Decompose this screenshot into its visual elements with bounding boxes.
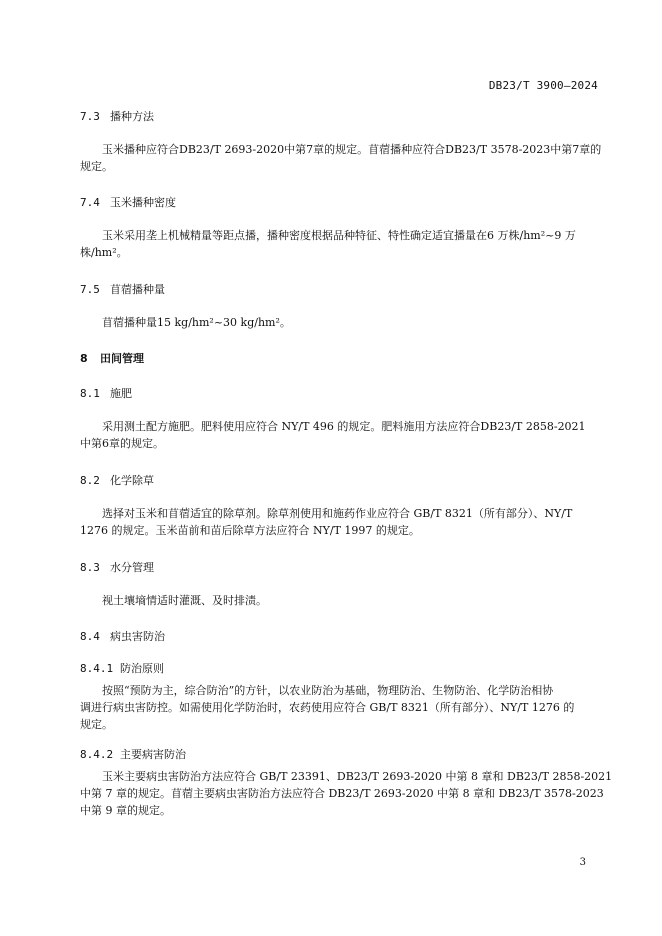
paragraph-line: 苜蓿播种量15 kg/hm²~30 kg/hm²。 — [102, 316, 291, 329]
paragraph-line: 按照“预防为主，综合防治”的方针，以农业防治为基础，物理防治、生物防治、化学防治相协 — [102, 684, 554, 697]
page-number: 3 — [579, 857, 586, 868]
paragraph-7-4 — [80, 227, 600, 261]
paragraph-7-3 — [80, 141, 600, 175]
paragraph-line: 中第 9 章的规定。 — [80, 804, 171, 817]
section-title: 化学除草 — [110, 474, 154, 487]
section-title: 施肥 — [110, 387, 132, 400]
chapter-heading-8 — [80, 350, 144, 366]
section-title: 播种方法 — [110, 110, 154, 123]
section-heading-8-4-2 — [80, 746, 186, 762]
section-number: 8.3 — [80, 561, 100, 574]
section-title: 水分管理 — [110, 561, 154, 574]
paragraph-line: 1276 的规定。玉米苗前和苗后除草方法应符合 NY/T 1997 的规定。 — [80, 524, 420, 537]
paragraph-line: 玉米采用垄上机械精量等距点播，播种密度根据品种特征、特性确定适宜播量在6 万株/hm²~9 万 — [102, 229, 576, 242]
section-heading-7-5 — [80, 281, 165, 297]
section-title: 病虫害防治 — [110, 630, 165, 643]
section-title: 防治原则 — [120, 662, 164, 675]
chapter-number: 8 — [80, 352, 88, 365]
section-number: 8.1 — [80, 387, 100, 400]
section-heading-8-4 — [80, 628, 165, 644]
paragraph-line: 视土壤墒情适时灌溉、及时排渍。 — [102, 594, 267, 607]
paragraph-line: 株/hm²。 — [80, 246, 128, 259]
paragraph-8-4-2 — [80, 768, 613, 819]
section-heading-7-4 — [80, 194, 176, 210]
doc-code-header: DB23/T 3900—2024 — [488, 79, 598, 92]
section-title: 苜蓿播种量 — [110, 283, 165, 296]
section-number: 8.4 — [80, 630, 100, 643]
section-number: 7.4 — [80, 196, 100, 209]
section-number: 8.4.2 — [80, 748, 114, 761]
section-number: 8.2 — [80, 474, 100, 487]
paragraph-line: 中第6章的规定。 — [80, 437, 164, 450]
section-heading-8-4-1 — [80, 660, 164, 676]
section-title: 主要病害防治 — [120, 748, 186, 761]
paragraph-line: 采用测土配方施肥。肥料使用应符合 NY/T 496 的规定。肥料施用方法应符合DB23/T 2858-2021 — [102, 420, 586, 433]
section-heading-8-3 — [80, 559, 154, 575]
section-number: 8.4.1 — [80, 662, 114, 675]
section-heading-8-2 — [80, 472, 154, 488]
section-number: 7.5 — [80, 283, 100, 296]
paragraph-8-3 — [80, 592, 600, 609]
paragraph-line: 规定。 — [80, 160, 113, 173]
section-number: 7.3 — [80, 110, 100, 123]
paragraph-8-2 — [80, 505, 600, 539]
paragraph-line: 规定。 — [80, 718, 113, 731]
chapter-title: 田间管理 — [100, 352, 144, 365]
section-heading-8-1 — [80, 385, 132, 401]
section-title: 玉米播种密度 — [110, 196, 176, 209]
paragraph-7-5 — [80, 314, 600, 331]
paragraph-line: 玉米主要病虫害防治方法应符合 GB/T 23391、DB23/T 2693-2020 中第 8 章和 DB23/T 2858-2021 — [102, 770, 613, 783]
paragraph-8-4-1 — [80, 682, 600, 733]
section-heading-7-3 — [80, 108, 154, 124]
paragraph-line: 调进行病虫害防控。如需使用化学防治时，农药使用应符合 GB/T 8321（所有部分）、NY/T 1276 的 — [80, 701, 575, 714]
paragraph-line: 选择对玉米和苜蓿适宜的除草剂。除草剂使用和施药作业应符合 GB/T 8321（所有部分）、NY/T — [102, 507, 573, 520]
paragraph-8-1 — [80, 418, 600, 452]
paragraph-line: 中第 7 章的规定。苜蓿主要病虫害防治方法应符合 DB23/T 2693-2020 中第 8 章和 DB23/T 3578-2023 — [80, 787, 604, 800]
paragraph-line: 玉米播种应符合DB23/T 2693-2020中第7章的规定。苜蓿播种应符合DB23/T 3578-2023中第7章的 — [102, 143, 602, 156]
